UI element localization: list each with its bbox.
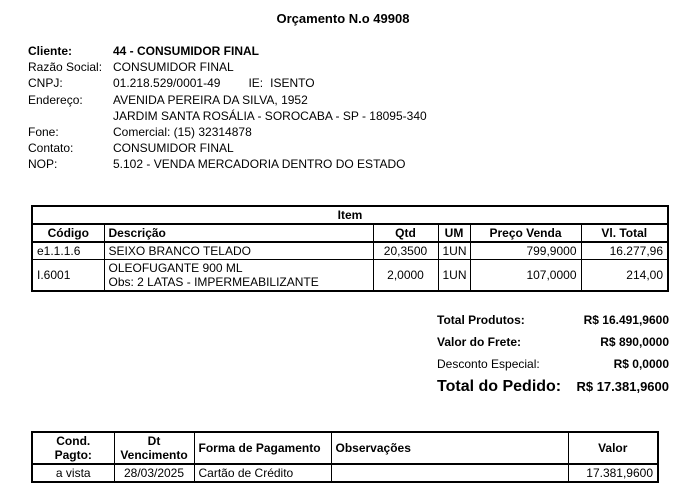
cliente-value: 44 - CONSUMIDOR FINAL (113, 44, 260, 58)
contato-label: Contato: (28, 141, 74, 156)
cliente-label: Cliente: (28, 44, 73, 58)
totals-block (437, 313, 669, 401)
item-table-caption-row (32, 206, 668, 224)
total-pedido-row (437, 379, 669, 394)
nop-value: 5.102 - VENDA MERCADORIA DENTRO DO ESTADO (113, 157, 406, 172)
cell-preco-venda: 799,9000 (470, 242, 581, 260)
endereco-line2: JARDIM SANTA ROSÁLIA - SOROCABA - SP - 18095-340 (113, 108, 427, 123)
valor-frete-label: Valor do Frete: (437, 335, 522, 349)
endereco-line1: AVENIDA PEREIRA DA SILVA, 1952 (113, 92, 308, 107)
cell-cond-pagto: a vista (32, 464, 114, 482)
total-pedido-value: R$ 17.381,9600 (576, 379, 669, 394)
cell-descricao (104, 242, 373, 260)
column-header-cond-pagto: Cond. Pagto: (32, 432, 114, 464)
desconto-especial-row (437, 357, 669, 372)
cell-observacoes (331, 464, 568, 482)
payment-table (31, 431, 659, 483)
payment-table-header-row (32, 432, 658, 464)
page-title: Orçamento N.o 49908 (276, 11, 410, 26)
column-header-forma-pagamento: Forma de Pagamento (194, 432, 331, 464)
valor-frete-value: R$ 890,0000 (600, 335, 669, 349)
item-table-caption: Item (32, 206, 668, 224)
razao-social-value: CONSUMIDOR FINAL (113, 60, 234, 75)
cell-vl-total: 214,00 (581, 260, 668, 292)
column-header-valor: Valor (568, 432, 658, 464)
cell-qtd: 2,0000 (373, 260, 438, 292)
cell-qtd: 20,3500 (373, 242, 438, 260)
client-row-endereco (28, 92, 427, 108)
client-row-cnpj (28, 75, 427, 91)
column-header-descricao: Descrição (104, 224, 373, 242)
cell-codigo: e1.1.1.6 (32, 242, 104, 260)
column-header-observacoes: Observações (331, 432, 568, 464)
client-row-razao-social (28, 59, 427, 75)
descricao-obs: Obs: 2 LATAS - IMPERMEABILIZANTE (108, 275, 319, 289)
cell-forma-pagamento: Cartão de Crédito (194, 464, 331, 482)
client-row-cliente (28, 43, 427, 59)
cell-valor: 17.381,9600 (568, 464, 658, 482)
column-header-preco-venda: Preço Venda (470, 224, 581, 242)
cell-vl-total: 16.277,96 (581, 242, 668, 260)
valor-frete-row (437, 335, 669, 350)
column-header-vl-total: Vl. Total (581, 224, 668, 242)
cell-um: 1UN (438, 242, 470, 260)
cell-um: 1UN (438, 260, 470, 292)
client-row-nop (28, 156, 427, 172)
total-pedido-label: Total do Pedido: (437, 378, 562, 395)
cnpj-value: 01.218.529/0001-49 (113, 76, 221, 91)
client-row-fone (28, 124, 427, 140)
ie-value: ISENTO (270, 76, 315, 91)
descricao-line: SEIXO BRANCO TELADO (108, 244, 251, 258)
fone-label: Fone: (28, 125, 59, 140)
contato-value: CONSUMIDOR FINAL (113, 141, 234, 156)
cell-preco-venda: 107,0000 (470, 260, 581, 292)
razao-social-label: Razão Social: (28, 60, 103, 75)
nop-label: NOP: (28, 157, 58, 172)
desconto-especial-label: Desconto Especial: (437, 357, 540, 371)
cnpj-label: CNPJ: (28, 76, 63, 91)
cell-descricao (104, 260, 373, 292)
total-produtos-row (437, 313, 669, 328)
column-header-um: UM (438, 224, 470, 242)
client-row-contato (28, 140, 427, 156)
item-table-header-row (32, 224, 668, 242)
endereco-label-spacer (28, 108, 113, 124)
ie-label: IE: (248, 76, 264, 91)
endereco-label: Endereço: (28, 92, 83, 107)
column-header-qtd: Qtd (373, 224, 438, 242)
table-row (32, 464, 658, 482)
desconto-especial-value: R$ 0,0000 (613, 357, 669, 371)
total-produtos-value: R$ 16.491,9600 (583, 313, 669, 327)
client-info-block (28, 43, 427, 173)
table-row (32, 260, 668, 292)
descricao-line: OLEOFUGANTE 900 ML (108, 261, 243, 275)
cell-dt-vencimento: 28/03/2025 (114, 464, 194, 482)
client-row-endereco-2 (28, 108, 427, 124)
column-header-dt-vencimento: Dt Vencimento (114, 432, 194, 464)
table-row (32, 242, 668, 260)
fone-value: Comercial: (15) 32314878 (113, 125, 252, 140)
column-header-codigo: Código (32, 224, 104, 242)
item-table (31, 205, 669, 292)
cell-codigo: I.6001 (32, 260, 104, 292)
total-produtos-label: Total Produtos: (437, 313, 525, 327)
